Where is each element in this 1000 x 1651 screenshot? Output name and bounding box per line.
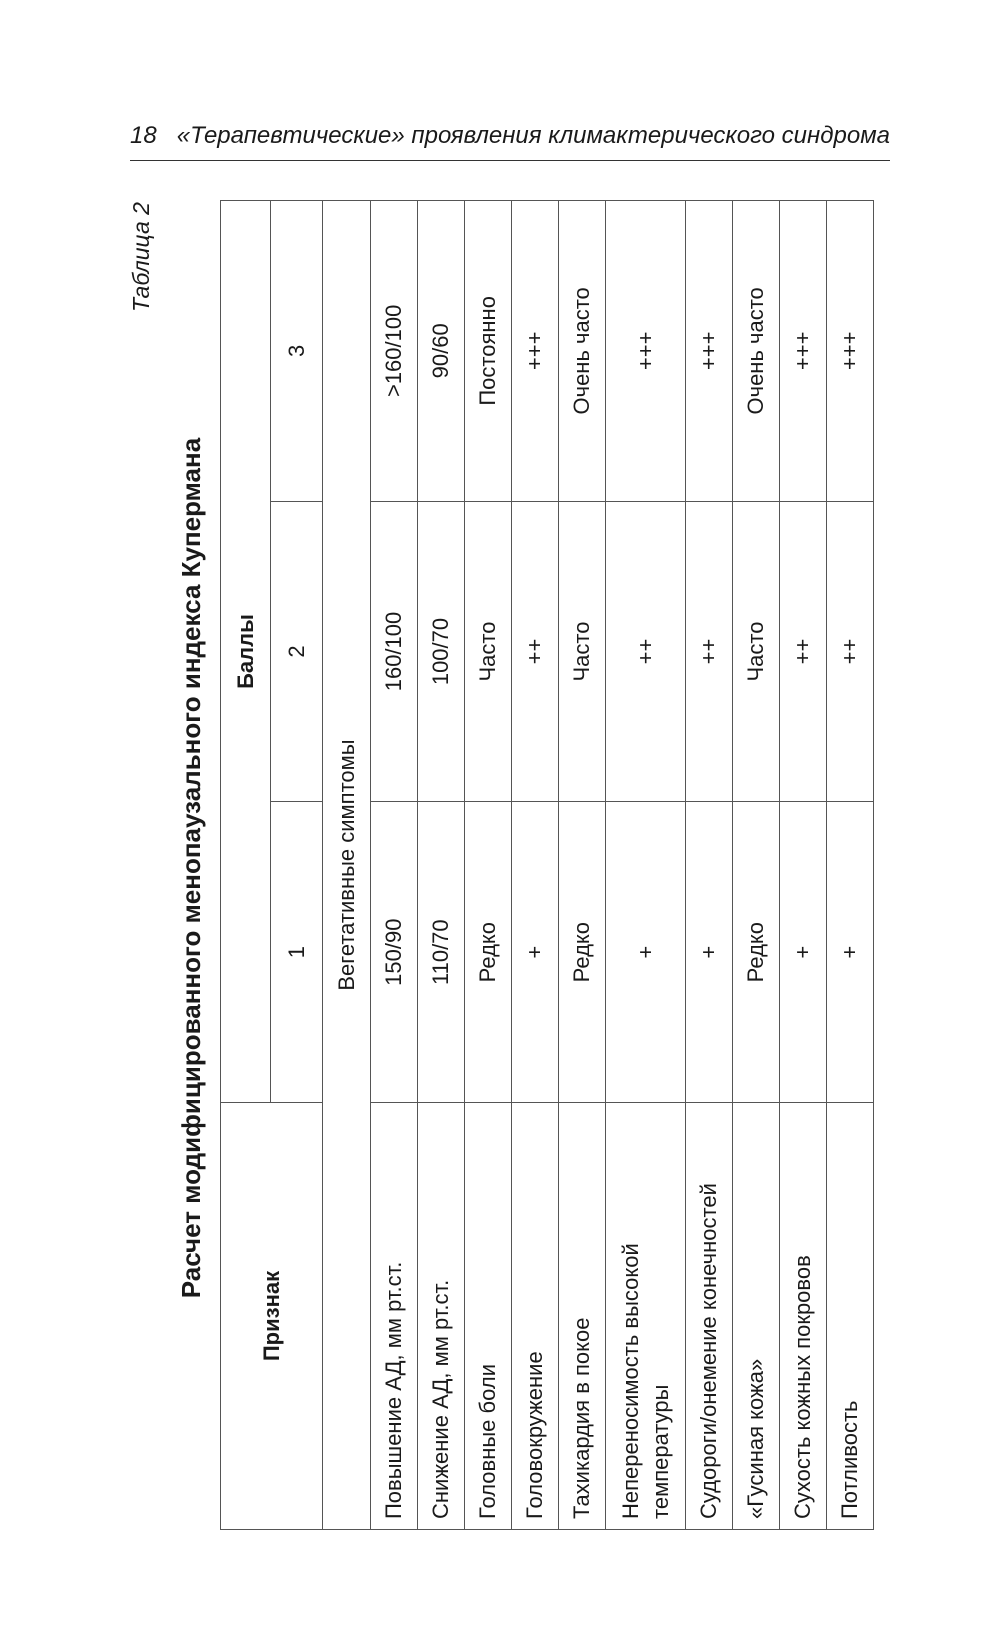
cell-sign: Сухость кожных покровов <box>780 1103 827 1530</box>
cell-point-1: + <box>686 802 733 1103</box>
cell-point-3: Очень часто <box>559 201 606 502</box>
cell-point-3: +++ <box>512 201 559 502</box>
table-row <box>371 201 418 1530</box>
cell-point-1: 150/90 <box>371 802 418 1103</box>
table-row <box>512 201 559 1530</box>
table-row <box>780 201 827 1530</box>
table-row <box>559 201 606 1530</box>
cell-point-2: ++ <box>780 501 827 802</box>
cell-point-2: ++ <box>512 501 559 802</box>
cell-point-1: + <box>780 802 827 1103</box>
cell-point-3: Постоянно <box>465 201 512 502</box>
section-title: Вегетативные симптомы <box>323 201 371 1530</box>
cell-point-2: 160/100 <box>371 501 418 802</box>
cell-point-1: Редко <box>733 802 780 1103</box>
cell-point-1: + <box>827 802 874 1103</box>
running-title: «Терапевтические» проявления климактерического синдрома <box>176 122 890 149</box>
cell-point-1: + <box>512 802 559 1103</box>
cell-sign: Головные боли <box>465 1103 512 1530</box>
cell-point-2: ++ <box>686 501 733 802</box>
section-row <box>323 201 371 1530</box>
header-point-3: 3 <box>271 201 323 502</box>
table-label: Таблица 2 <box>128 202 154 312</box>
cell-point-2: ++ <box>606 501 686 802</box>
cell-point-3: 90/60 <box>418 201 465 502</box>
cell-sign: «Гусиная кожа» <box>733 1103 780 1530</box>
cell-point-1: 110/70 <box>418 802 465 1103</box>
cell-point-2: 100/70 <box>418 501 465 802</box>
cell-point-3: >160/100 <box>371 201 418 502</box>
cell-sign: Головокружение <box>512 1103 559 1530</box>
kupperman-table <box>220 200 885 1530</box>
cell-point-1: Редко <box>465 802 512 1103</box>
table-title: Расчет модифицированного менопаузального индекса Купермана <box>176 437 206 1299</box>
header-sign: Признак <box>221 1103 323 1530</box>
page-number: 18 <box>130 122 157 149</box>
cell-point-3: +++ <box>827 201 874 502</box>
table-row <box>465 201 512 1530</box>
cell-point-1: + <box>606 802 686 1103</box>
cell-sign: Потливость <box>827 1103 874 1530</box>
table-row <box>827 201 874 1530</box>
cell-sign: Снижение АД, мм рт.ст. <box>418 1103 465 1530</box>
cell-sign: Тахикардия в покое <box>559 1103 606 1530</box>
header-points: Баллы <box>221 201 271 1103</box>
table-row <box>733 201 780 1530</box>
cell-sign: Непереносимость высокой температуры <box>606 1103 686 1530</box>
cell-point-3: +++ <box>686 201 733 502</box>
cell-sign: Повышение АД, мм рт.ст. <box>371 1103 418 1530</box>
cell-point-3: +++ <box>606 201 686 502</box>
table-row <box>686 201 733 1530</box>
cell-sign: Судороги/онемение конечностей <box>686 1103 733 1530</box>
table-row <box>418 201 465 1530</box>
cell-point-2: Часто <box>465 501 512 802</box>
cell-point-2: Часто <box>733 501 780 802</box>
cell-point-3: +++ <box>780 201 827 502</box>
table-row <box>606 201 686 1530</box>
table <box>220 200 874 1530</box>
table-header-row <box>221 201 271 1530</box>
header-point-2: 2 <box>271 501 323 802</box>
cell-point-3: Очень часто <box>733 201 780 502</box>
cell-point-1: Редко <box>559 802 606 1103</box>
cell-point-2: Часто <box>559 501 606 802</box>
running-head <box>130 120 890 161</box>
cell-point-2: ++ <box>827 501 874 802</box>
header-point-1: 1 <box>271 802 323 1103</box>
